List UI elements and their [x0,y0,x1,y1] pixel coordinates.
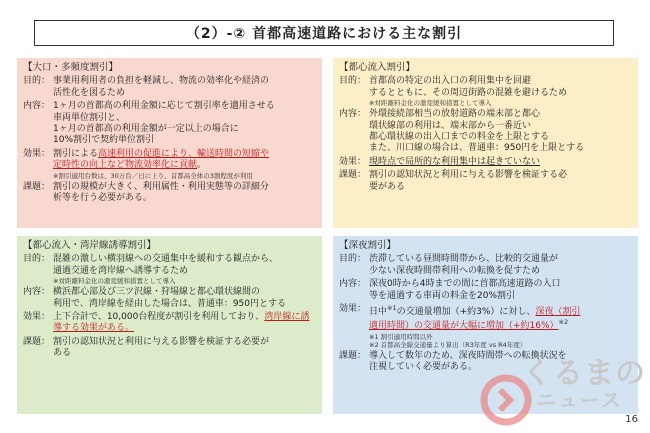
footnote-marker: ※1 [387,304,397,313]
text-line: 析等を行う必要がある。 [53,193,153,204]
text-span: 割引による [53,148,99,159]
text-span: 上下合計で、10,000台程度が割引を利用しており、 [53,312,265,323]
footnote: ※1 割引適用時間以外 [369,332,433,341]
text-line: 外環接続部相当の放射道路の端末部と都心 [369,109,541,120]
text-line: 少ない深夜時間帯利用への転換を促すため [369,265,541,276]
issue-label: 課題： [339,350,367,361]
footnote-marker: ※2 [558,318,569,327]
footnote: ※対距離料金化の激変緩和措置として導入 [53,277,176,286]
text-line: また、川口線の場合は、普通車：950円を上限とする [369,143,585,154]
highlight-text: 定時性の向上など物流効率化に貢献 [53,160,198,171]
effect-row [23,312,316,335]
text-line: 注視していく必要がある。 [369,362,478,373]
watermark-text: くるまの [522,356,646,391]
text-line: 渋滞している昼間時間帯から、比較的交通量が [369,254,559,265]
issue-row [23,337,316,360]
issue-label: 課題： [23,181,51,192]
footnote: ※2 首都高全線交通量より算出（R3年度 vs R4年度） [369,340,527,349]
content-label: 内容： [339,279,367,290]
text-line: ある [53,348,72,359]
highlight-text: 深夜（割引 [535,307,581,318]
content-label: 内容： [23,101,51,112]
issue-label: 課題： [23,336,51,347]
text-line: 割引の認知状況と利用に与える影響を検証する必 [369,170,568,181]
issue-row [339,170,632,193]
effect-row [23,149,316,180]
effect-label: 効果： [23,148,51,159]
panel-heading: 【都心流入割引】 [339,62,416,73]
page-title: （2）-② 首都高速道路における主な割引 [34,20,614,46]
effect-label: 効果： [339,304,367,315]
text-span: 日中 [369,307,388,318]
text-line: 活性化を図るため [53,87,126,98]
text-line: 事業用利用者の負担を軽減し、物流の効率化や経済の [53,76,270,87]
purpose-row [23,254,316,285]
highlight-text: 現時点で局所的な利用集中は起きていない [369,156,541,167]
highlight-text: 適用時間）の交通量が大幅に増加（+約16%） [369,321,559,332]
panel-heading: 【大口・多頻度割引】 [23,62,119,73]
effect-row [339,304,632,349]
text-line: 都心環状線の出入口までの料金を上限とする [369,132,550,143]
panel-bayshore-guidance-discount [17,236,322,414]
footnote: ※対距離料金化の激変緩和措置として導入 [369,99,492,108]
highlight-text: 湾岸線に誘導する効果がある。 [53,312,310,334]
purpose-row [339,254,632,277]
text-span: の交通量増加（+約3%）に対し、 [396,307,536,318]
text-line: 深夜0時から4時までの間に首都高速道路の入口 [369,279,561,290]
text-line: 割引の認知状況と利用に与える影響を検証する必要が [53,336,270,347]
effect-label: 効果： [23,312,51,323]
highlight-text: 高速利用の促進により、輸送時間の短縮や [98,148,270,159]
content-label: 内容： [23,287,51,298]
panel-large-volume-discount [17,58,322,228]
text-line: 要がある [369,181,406,192]
panel-heading: 【深夜割引】 [339,240,397,251]
text-line: 混雑の激しい横羽線への交通集中を緩和する観点から、 [53,254,279,265]
text-line: 1ヶ月の首都高の利用金額が一定以上の場合に [53,124,239,135]
content-row [339,109,632,155]
text-line: 車両単位割引と、 [53,112,126,123]
content-label: 内容： [339,109,367,120]
text-line: 導入して数年のため、深夜時間帯への転換状況を [369,350,567,361]
text-line: 横浜都心部及び三ツ沢線・狩場線と都心環状線間の [53,287,261,298]
purpose-label: 目的： [339,76,367,87]
purpose-label: 目的： [23,76,51,87]
effect-row [339,157,632,168]
purpose-label: 目的： [339,254,367,265]
text-line: 環状線部の利用は、端末部から一番近い [369,120,532,131]
text-span: 。 [197,160,207,171]
purpose-row [339,76,632,107]
text-line: 10%割引で契約単位割引 [53,135,155,146]
effect-label: 効果： [339,156,367,167]
content-row [339,279,632,302]
issue-label: 課題： [339,170,367,181]
page-number: 16 [625,414,638,425]
footnote: ※割引適用台数は、30万台／日に上り、首都高全体の3割程度が利用 [53,171,253,180]
text-line: 利用で、湾岸線を経由した場合は、普通車：950円とする [53,298,286,309]
content-row [23,101,316,147]
text-line: 割引の規模が大きく、利用属性・利用実態等の詳細分 [53,181,269,192]
text-line: するとともに、その周辺街路の混雑を避けるため [369,87,568,98]
watermark-text: ニュース [536,388,623,412]
text-line: 首都高の特定の出入口の利用集中を回避 [369,76,532,87]
purpose-row [23,76,316,99]
text-line: 通過交通を湾岸線へ誘導するため [53,265,189,276]
panel-heading: 【都心流入・湾岸線誘導割引】 [23,240,157,251]
text-line: 1ヶ月の首都高の利用金額に応じて割引率を適用させる [53,101,275,112]
text-line: 等を通過する車両の料金を20%割引 [369,290,516,301]
panel-city-inflow-discount [333,58,638,228]
content-row [23,287,316,310]
issue-row [23,182,316,205]
purpose-label: 目的： [23,254,51,265]
